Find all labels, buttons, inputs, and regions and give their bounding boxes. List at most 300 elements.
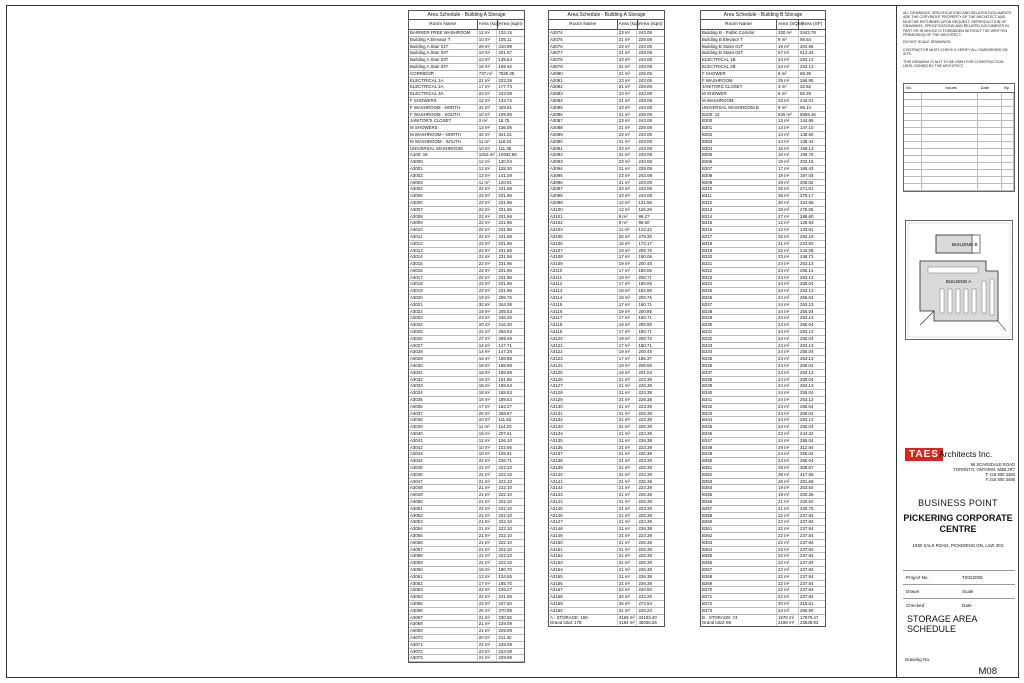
table-row xyxy=(701,125,825,132)
room-name-cell: A3065 xyxy=(409,601,478,607)
area-alt-cell: 289.49 xyxy=(498,335,512,341)
area-alt-cell: 134.15 xyxy=(498,30,512,35)
area-alt-cell: 229.09 xyxy=(498,655,512,661)
room-name-cell: A3005 xyxy=(409,193,478,199)
issues-row xyxy=(904,184,1014,191)
area-alt-cell: 131.58 xyxy=(638,199,652,205)
table-row xyxy=(549,84,664,91)
room-name-cell: B324 xyxy=(701,281,777,287)
area-alt-cell: 263.13 xyxy=(800,417,814,423)
room-name-cell: A3110 xyxy=(549,268,618,274)
issues-row xyxy=(904,100,1014,107)
issues-row xyxy=(904,149,1014,156)
area-cell: 12 m² xyxy=(478,438,498,444)
area-cell: 17 m² xyxy=(777,166,799,172)
issues-cell xyxy=(904,142,922,148)
table-row xyxy=(701,404,825,411)
table-row xyxy=(409,424,524,431)
table-row xyxy=(549,220,664,227)
area-cell: 21 m² xyxy=(618,499,638,505)
area-alt-cell: 222.10 xyxy=(498,471,512,477)
area-cell: 2196 m² xyxy=(777,620,799,626)
area-alt-cell: 231.96 xyxy=(498,254,512,260)
room-name-cell: A3156 xyxy=(549,581,618,587)
area-cell: 6 m² xyxy=(777,91,799,97)
room-name-cell: A3030 xyxy=(409,363,478,369)
schedule-title: Area Schedule - Building B Storage xyxy=(701,11,825,20)
note: DO NOT SCALE DRAWINGS. xyxy=(903,40,952,45)
area-cell: 22 m² xyxy=(777,513,799,519)
table-row xyxy=(409,458,524,465)
issues-cell xyxy=(1002,170,1014,176)
area-alt-cell: 208.76 xyxy=(498,295,512,301)
table-row xyxy=(549,574,664,581)
area-cell: 22 m² xyxy=(777,567,799,573)
project-info xyxy=(901,498,1015,548)
table-row xyxy=(549,173,664,180)
room-name-cell: A3159 xyxy=(549,601,618,607)
area-alt-cell: 200.85 xyxy=(638,308,652,314)
note: CONTRACTOR MUST CHECK & VERIFY ALL DIMENSIONS ON SITE. xyxy=(903,47,1008,57)
project-no-value: T2022002 xyxy=(962,575,983,580)
room-name-cell: A3155 xyxy=(549,574,618,580)
area-alt-cell: 278.08 xyxy=(800,206,814,212)
area-alt-cell: 263.13 xyxy=(800,383,814,389)
project-name-line1: BUSINESS POINT xyxy=(918,498,998,508)
room-name-cell: F WASHROOM - NORTH xyxy=(409,105,478,111)
area-cell: 20 m² xyxy=(777,601,799,607)
table-row xyxy=(701,261,825,268)
room-name-cell: F SHOWER xyxy=(701,71,777,77)
table-row xyxy=(701,288,825,295)
table-row xyxy=(409,560,524,567)
table-row xyxy=(549,377,664,384)
table-row xyxy=(701,383,825,390)
drawing-no-label: Drawing No. xyxy=(905,657,931,662)
area-alt-cell: 255.04 xyxy=(800,424,814,430)
table-row xyxy=(701,363,825,370)
area-alt-cell: 98.54 xyxy=(800,36,811,42)
table-row xyxy=(701,431,825,438)
issues-cell xyxy=(904,135,922,141)
table-row xyxy=(409,261,524,268)
room-name-cell: B340 xyxy=(701,390,777,396)
room-name-cell: A3116 xyxy=(549,309,618,315)
area-cell: 21 m² xyxy=(618,540,638,546)
issues-cell xyxy=(1002,93,1014,99)
room-name-cell: A3023 xyxy=(409,315,478,321)
area-alt-cell: 232.25 xyxy=(638,594,652,600)
schedule-building-a-part2 xyxy=(548,10,665,627)
area-alt-cell: 229.09 xyxy=(638,165,652,171)
area-alt-cell: 226.38 xyxy=(638,410,652,416)
room-name-cell: A3011 xyxy=(409,234,478,240)
area-cell: 21 m² xyxy=(618,125,638,131)
area-alt-cell: 231.96 xyxy=(498,206,512,212)
area-cell: 737 m² xyxy=(478,71,498,77)
table-row xyxy=(409,132,524,139)
room-name-cell: B303 xyxy=(701,139,777,145)
room-name-cell: A3071 xyxy=(409,642,478,648)
table-row xyxy=(549,125,664,132)
room-name-cell: B327 xyxy=(701,302,777,308)
table-row xyxy=(549,451,664,458)
room-name-cell: B342 xyxy=(701,404,777,410)
issues-cell xyxy=(922,93,978,99)
room-name-cell: Building B Elevator T xyxy=(701,37,777,43)
room-name-cell: A3082 xyxy=(549,84,618,90)
area-alt-cell: 229.09 xyxy=(498,628,512,634)
room-name-cell: Building A Elevator T xyxy=(409,37,478,43)
area-alt-cell: 173.17 xyxy=(638,240,652,246)
issues-cell xyxy=(904,177,922,183)
issues-cell xyxy=(922,128,978,134)
table-row xyxy=(549,411,664,418)
area-alt-cell: 180.71 xyxy=(638,315,652,321)
table-row xyxy=(409,485,524,492)
area-alt-cell: 266.95 xyxy=(800,77,814,83)
area-cell: 17 m² xyxy=(618,329,638,335)
area-alt-cell: 222.10 xyxy=(498,505,512,511)
room-name-cell: A3083 xyxy=(549,91,618,97)
area-alt-cell: 226.38 xyxy=(638,546,652,552)
table-row xyxy=(701,37,825,44)
area-alt-cell: 243.08 xyxy=(638,104,652,110)
project-name-line3: CENTRE xyxy=(939,524,977,534)
room-name-cell: B332 xyxy=(701,336,777,342)
area-cell: 19 m² xyxy=(777,44,799,50)
area-cell: 22 m² xyxy=(478,601,498,607)
table-row xyxy=(701,499,825,506)
table-row xyxy=(549,329,664,336)
area-alt-cell: 284.18 xyxy=(800,233,814,239)
table-row xyxy=(409,417,524,424)
area-cell: 16 m² xyxy=(618,241,638,247)
area-cell: 24 m² xyxy=(777,363,799,369)
room-name-cell: B328 xyxy=(701,309,777,315)
area-alt-cell: 240.00 xyxy=(638,587,652,593)
table-row xyxy=(409,451,524,458)
area-cell: 21 m² xyxy=(618,383,638,389)
issues-cell xyxy=(922,121,978,127)
issues-cell xyxy=(1002,142,1014,148)
table-row xyxy=(701,268,825,275)
issues-cell xyxy=(904,107,922,113)
area-alt-cell: 223.39 xyxy=(638,471,652,477)
room-name-cell: B354 xyxy=(701,485,777,491)
area-alt-cell: 256.14 xyxy=(800,267,814,273)
area-cell: 24 m² xyxy=(777,295,799,301)
area-cell: 30 m² xyxy=(777,200,799,206)
issues-header xyxy=(904,84,1014,93)
area-cell: 24 m² xyxy=(777,281,799,287)
table-row xyxy=(701,492,825,499)
issues-cell xyxy=(978,121,1002,127)
table-row xyxy=(409,506,524,513)
area-alt-cell: 126.26 xyxy=(638,206,652,212)
table-row xyxy=(409,465,524,472)
table-row xyxy=(409,608,524,615)
area-alt-cell: 246.26 xyxy=(498,315,512,321)
area-alt-cell: 226.38 xyxy=(638,560,652,566)
area-cell: 24 m² xyxy=(777,383,799,389)
table-row xyxy=(701,180,825,187)
room-name-cell: B349 xyxy=(701,451,777,457)
area-cell: 17 m² xyxy=(478,581,498,587)
area-alt-cell: 188.88 xyxy=(498,356,512,362)
room-name-cell: F SHOWERS xyxy=(409,98,478,104)
area-alt-cell: 237.84 xyxy=(800,560,814,566)
issues-cell xyxy=(1002,163,1014,169)
table-row xyxy=(409,336,524,343)
area-alt-cell: 229.23 xyxy=(638,607,652,613)
room-name-cell: A3160 xyxy=(549,608,618,614)
firm-address-line: 96 SCARSDALE ROAD xyxy=(970,462,1015,467)
table-row xyxy=(409,193,524,200)
area-cell: 24 m² xyxy=(777,370,799,376)
total-row xyxy=(549,620,664,626)
area-alt-cell: 226.38 xyxy=(638,526,652,532)
table-row xyxy=(701,329,825,336)
table-row xyxy=(549,397,664,404)
room-name-cell: A3054 xyxy=(409,526,478,532)
table-row xyxy=(701,458,825,465)
issues-table xyxy=(903,83,1015,192)
table-row xyxy=(409,540,524,547)
area-cell: 22 m² xyxy=(478,268,498,274)
room-name-cell: B310 xyxy=(701,186,777,192)
area-cell: 21 m² xyxy=(618,71,638,77)
table-row xyxy=(549,445,664,452)
firm-fax: F:416 800 3485 xyxy=(985,477,1015,482)
area-alt-cell: 148.60 xyxy=(800,131,814,137)
room-name-cell: B302 xyxy=(701,132,777,138)
table-row xyxy=(549,193,664,200)
room-name-cell: A3107 xyxy=(549,248,618,254)
area-cell: 14 m² xyxy=(478,349,498,355)
table-row xyxy=(549,112,664,119)
issues-cell xyxy=(1002,114,1014,120)
area-cell: 12 m² xyxy=(478,98,498,104)
table-row xyxy=(409,57,524,64)
area-cell: 21 m² xyxy=(618,445,638,451)
room-name-cell: B351 xyxy=(701,465,777,471)
room-name-cell: Building A Stair 02T xyxy=(409,50,478,56)
area-cell: 29 m² xyxy=(478,44,498,50)
table-row xyxy=(549,601,664,608)
area-alt-cell: 341.01 xyxy=(498,131,512,137)
table-row xyxy=(701,214,825,221)
area-alt-cell: 223.39 xyxy=(638,458,652,464)
table-row xyxy=(409,322,524,329)
area-cell: 22 m² xyxy=(777,519,799,525)
schedule-title: Area Schedule - Building A Storage xyxy=(409,11,524,20)
room-name-cell: A3058 xyxy=(409,553,478,559)
area-cell: 23 m² xyxy=(618,57,638,63)
area-alt-cell: 185.43 xyxy=(800,165,814,171)
room-name-cell: B322 xyxy=(701,268,777,274)
table-row xyxy=(409,275,524,282)
table-row xyxy=(409,214,524,221)
room-name-cell: A3012 xyxy=(409,241,478,247)
area-cell: 21 m² xyxy=(478,615,498,621)
area-cell: 21 m² xyxy=(777,241,799,247)
room-name-cell: A3134 xyxy=(549,431,618,437)
project-address: 1030 SALK ROAD, PICKERING ON, L1W 3C5 xyxy=(912,543,1004,548)
room-name-cell: A3008 xyxy=(409,214,478,220)
area-cell: 19 m² xyxy=(777,492,799,498)
area-cell: 23 m² xyxy=(478,649,498,655)
table-row xyxy=(701,506,825,513)
room-name-cell: A3080 xyxy=(549,71,618,77)
key-plan-drawing xyxy=(906,221,1012,339)
area-alt-cell: 226.38 xyxy=(638,580,652,586)
area-cell: 29 m² xyxy=(777,465,799,471)
room-name-cell: B309 xyxy=(701,180,777,186)
area-alt-cell: 231.96 xyxy=(498,261,512,267)
area-alt-cell: 255.04 xyxy=(800,390,814,396)
table-row xyxy=(549,390,664,397)
area-alt-cell: 147.28 xyxy=(498,349,512,355)
area-alt-cell: 136.06 xyxy=(498,125,512,131)
room-name-cell: A3066 xyxy=(409,608,478,614)
room-name-cell: A3040 xyxy=(409,431,478,437)
table-row xyxy=(701,64,825,71)
table-row xyxy=(701,581,825,588)
table-row xyxy=(549,540,664,547)
room-name-cell: A3093 xyxy=(549,159,618,165)
area-cell: 22 m² xyxy=(777,248,799,254)
table-row xyxy=(701,424,825,431)
area-cell: 19 m² xyxy=(478,431,498,437)
table-row xyxy=(409,71,524,78)
area-cell: 21 m² xyxy=(478,485,498,491)
room-name-cell: ELECTRICAL 2A xyxy=(409,84,478,90)
table-row xyxy=(409,492,524,499)
area-alt-cell: 263.13 xyxy=(800,356,814,362)
area-cell: 6 m² xyxy=(777,71,799,77)
area-alt-cell: 229.09 xyxy=(498,621,512,627)
area-cell: 22 m² xyxy=(478,281,498,287)
area-alt-cell: 222.10 xyxy=(498,526,512,532)
table-row xyxy=(549,166,664,173)
area-cell: 23 m² xyxy=(618,78,638,84)
area-alt-cell: 263.13 xyxy=(800,57,814,63)
table-row xyxy=(701,118,825,125)
room-name-cell: A3119 xyxy=(549,329,618,335)
issues-cell xyxy=(922,149,978,155)
area-alt-cell: 244.32 xyxy=(800,431,814,437)
room-name-cell: A3146 xyxy=(549,513,618,519)
area-alt-cell: 243.08 xyxy=(638,118,652,124)
area-cell: 22 m² xyxy=(478,261,498,267)
area-cell: 21 m² xyxy=(618,50,638,56)
room-name-cell: A3048 xyxy=(409,485,478,491)
area-cell: 21 m² xyxy=(618,513,638,519)
room-name-cell: A3035 xyxy=(409,397,478,403)
area-alt-cell: 274.54 xyxy=(638,600,652,606)
room-name-cell: M SHOWERS xyxy=(409,125,478,131)
area-cell: 35 m² xyxy=(777,193,799,199)
area-alt-cell: 231.96 xyxy=(498,227,512,233)
area-alt-cell: 310.99 xyxy=(498,43,512,49)
room-name-cell: B306 xyxy=(701,159,777,165)
table-row xyxy=(409,479,524,486)
table-row xyxy=(409,445,524,452)
area-alt-cell: 226.38 xyxy=(638,451,652,457)
area-cell: 21 m² xyxy=(618,492,638,498)
area-cell: 11 m² xyxy=(478,139,498,145)
area-cell: 21 m² xyxy=(618,404,638,410)
area-alt-cell: 236.71 xyxy=(498,458,512,464)
room-name-cell: A3131 xyxy=(549,411,618,417)
area-alt-cell: 226.38 xyxy=(638,553,652,559)
area-cell: 21 m² xyxy=(618,465,638,471)
room-name-cell: B334 xyxy=(701,349,777,355)
area-alt-cell: 226.38 xyxy=(638,424,652,430)
area-cell: 22 m² xyxy=(478,275,498,281)
area-alt-cell: 263.13 xyxy=(800,329,814,335)
table-row xyxy=(409,533,524,540)
table-row xyxy=(549,547,664,554)
area-cell: 19 m² xyxy=(777,485,799,491)
room-name-cell: A3029 xyxy=(409,356,478,362)
area-alt-cell: 200.71 xyxy=(638,274,652,280)
room-name-cell: A3120 xyxy=(549,336,618,342)
issues-cell xyxy=(1002,107,1014,113)
room-name-cell: B317 xyxy=(701,234,777,240)
area-alt-cell: 132.72 xyxy=(498,97,512,103)
area-alt-cell: 3443.78 xyxy=(800,30,816,35)
area-alt-cell: 34103.40 xyxy=(638,614,657,620)
room-name-cell: A3098 xyxy=(549,193,618,199)
room-name-cell: A3147 xyxy=(549,519,618,525)
table-row xyxy=(701,594,825,601)
room-name-cell: A3050 xyxy=(409,499,478,505)
room-name-cell: A3130 xyxy=(549,404,618,410)
area-alt-cell: 237.84 xyxy=(800,594,814,600)
column-header: Area (sqm) xyxy=(638,22,663,27)
room-name-cell: A3150 xyxy=(549,540,618,546)
room-name-cell: A3140 xyxy=(549,472,618,478)
room-name-cell: M WASHROOM xyxy=(701,98,777,104)
table-row xyxy=(549,506,664,513)
area-cell: 24 m² xyxy=(777,390,799,396)
table-row xyxy=(549,98,664,105)
area-alt-cell: 148.44 xyxy=(800,138,814,144)
area-alt-cell: 263.13 xyxy=(800,342,814,348)
table-row xyxy=(549,227,664,234)
area-cell: 24 m² xyxy=(777,315,799,321)
table-row xyxy=(549,180,664,187)
room-name-cell: A3117 xyxy=(549,315,618,321)
area-alt-cell: 169.42 xyxy=(498,63,512,69)
area-cell: 21 m² xyxy=(478,499,498,505)
area-cell: 18 m² xyxy=(478,397,498,403)
area-alt-cell: 226.38 xyxy=(638,437,652,443)
area-cell: 21 m² xyxy=(777,499,799,505)
area-cell: 21 m² xyxy=(618,479,638,485)
room-name-cell: B312 xyxy=(701,200,777,206)
room-name-cell: A3099 xyxy=(549,200,618,206)
room-name-cell: B - STORAGE: 74 xyxy=(701,615,777,621)
room-name-cell: B360 xyxy=(701,519,777,525)
table-row xyxy=(409,587,524,594)
room-name-cell: A3108 xyxy=(549,254,618,260)
area-cell: 19 m² xyxy=(777,180,799,186)
area-cell: 21 m² xyxy=(618,139,638,145)
room-name-cell: A3154 xyxy=(549,567,618,573)
